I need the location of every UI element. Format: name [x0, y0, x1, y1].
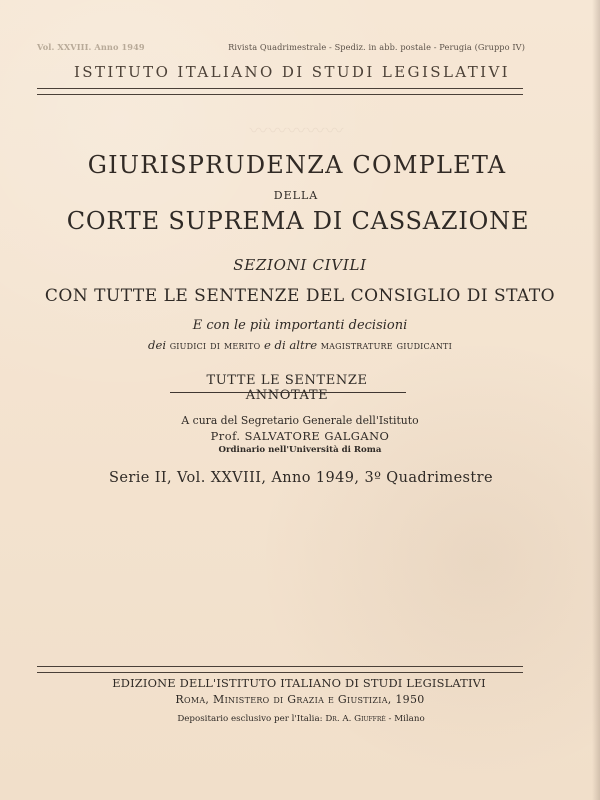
decisions-line-2	[82, 338, 518, 352]
council-subtitle: CON TUTTE LE SENTENZE DEL CONSIGLIO DI STATO	[44, 286, 556, 306]
deposit-name: Dr. A. Giuffrè	[325, 714, 386, 724]
title-connector: DELLA	[273, 189, 319, 202]
curator-line-1: A cura del Segretario Generale dell'Istituto	[181, 414, 419, 427]
decisions-dei: dei	[148, 338, 167, 352]
deposit-city: - Milano	[388, 714, 425, 724]
main-title: GIURISPRUDENZA COMPLETA	[87, 151, 507, 179]
series-info: Serie II, Vol. XXVIII, Anno 1949, 3º Quadrimestre	[109, 470, 493, 486]
section-subtitle: SEZIONI CIVILI	[233, 256, 367, 274]
annotated-underline	[170, 392, 406, 393]
annotated-heading: TUTTE LE SENTENZE ANNOTATE	[206, 373, 368, 403]
top-double-rule	[37, 88, 523, 95]
publication-place-line: Roma, Ministero di Grazia e Giustizia, 1950	[175, 693, 425, 706]
page-edge-shadow	[592, 0, 600, 800]
decisions-line-1: E con le più importanti decisioni	[192, 318, 408, 333]
decisions-magistrature: magistrature giudicanti	[320, 338, 452, 352]
periodical-description: Rivista Quadrimestrale - Spediz. in abb. postale - Perugia (Gruppo IV)	[228, 42, 525, 52]
court-title: CORTE SUPREMA DI CASSAZIONE	[66, 207, 530, 235]
bottom-double-rule	[37, 666, 523, 673]
curator-line-3: Ordinario nell'Università di Roma	[218, 445, 382, 455]
curator-line-2: Prof. SALVATORE GALGANO	[210, 429, 390, 443]
faded-background-mark: 〰〰〰〰〰	[249, 121, 345, 142]
volume-label: Vol. XXVIII. Anno 1949	[37, 42, 145, 52]
edition-line: EDIZIONE DELL'ISTITUTO ITALIANO DI STUDI LEGISLATIVI	[112, 676, 486, 690]
institute-name: ISTITUTO ITALIANO DI STUDI LEGISLATIVI	[73, 63, 511, 81]
decisions-giudici: giudici di merito	[169, 338, 261, 352]
deposit-line	[106, 714, 496, 724]
decisions-e-di: e di altre	[264, 338, 318, 352]
deposit-prefix: Depositario esclusivo per l'Italia:	[177, 714, 323, 724]
